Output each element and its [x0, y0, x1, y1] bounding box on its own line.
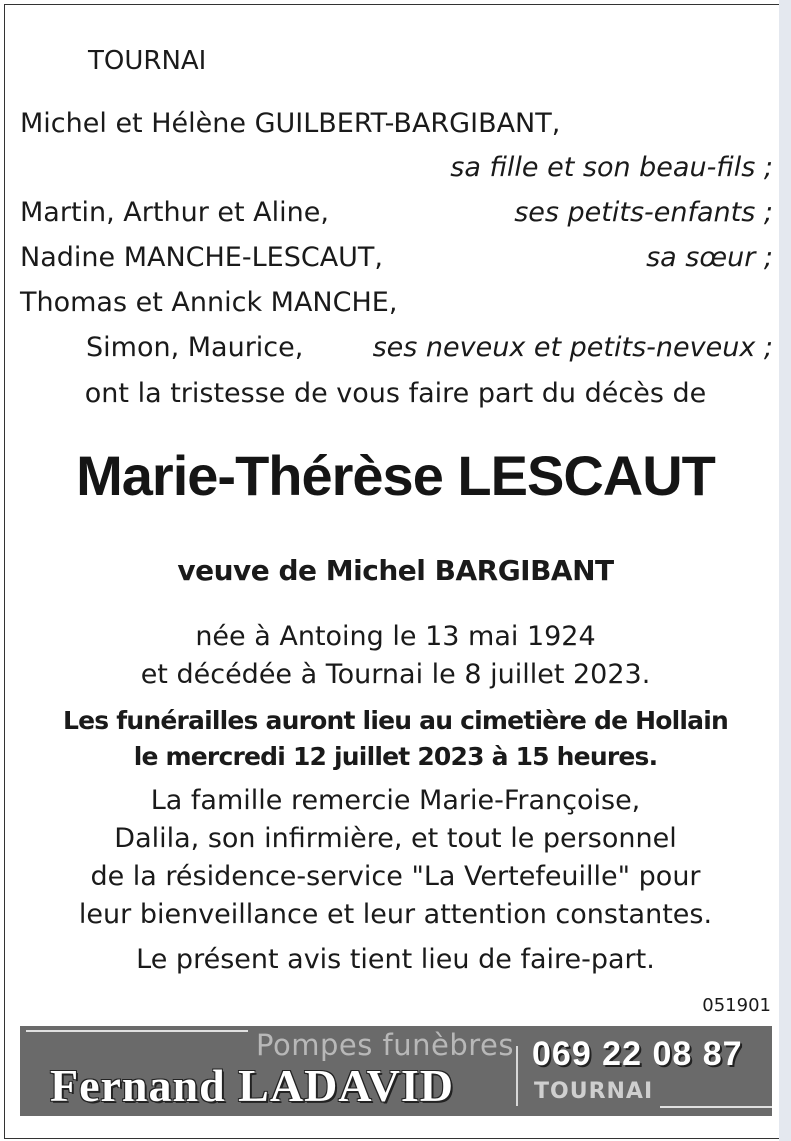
birth-line: née à Antoing le 13 mai 1924: [195, 621, 596, 652]
banner-rule-bottom: [660, 1106, 772, 1108]
family-names-3: Nadine MANCHE-LESCAUT,: [20, 242, 384, 273]
thanks-line-1: La famille remercie Marie-Françoise,: [150, 785, 641, 816]
funeral-home-banner: [20, 1026, 772, 1116]
family-names-2: Martin, Arthur et Aline,: [20, 197, 329, 228]
funeral-home-phone: 069 22 08 87: [532, 1035, 743, 1073]
reference-number: 051901: [702, 995, 771, 1016]
funeral-home-city: TOURNAI: [534, 1079, 654, 1104]
family-relation-1: sa fille et son beau-fils ;: [450, 152, 773, 183]
banner-rule-top: [26, 1030, 248, 1032]
funeral-line-1: Les funérailles auront lieu au cimetière de Hollain: [62, 706, 729, 735]
family-names-1: Michel et Hélène GUILBERT-BARGIBANT,: [20, 108, 561, 139]
family-relation-5: ses neveux et petits-neveux ;: [372, 332, 773, 363]
deceased-name: Marie-Thérèse LESCAUT: [76, 444, 715, 507]
banner-separator: [516, 1046, 518, 1106]
thanks-line-2: Dalila, son infirmière, et tout le personnel: [114, 823, 677, 854]
thanks-line-4: leur bienveillance et leur attention constantes.: [78, 899, 713, 930]
family-relation-2: ses petits-enfants ;: [514, 197, 773, 228]
family-names-4: Thomas et Annick MANCHE,: [20, 287, 398, 318]
funeral-line-2: le mercredi 12 juillet 2023 à 15 heures.: [133, 742, 658, 771]
family-relation-3: sa sœur ;: [646, 242, 773, 273]
widow-of: veuve de Michel BARGIBANT: [177, 554, 614, 587]
closing-line: Le présent avis tient lieu de faire-part.: [136, 944, 655, 975]
header-city: TOURNAI: [88, 46, 207, 76]
death-line: et décédée à Tournai le 8 juillet 2023.: [140, 659, 651, 690]
funeral-home-label: Pompes funèbres: [256, 1028, 514, 1062]
thanks-line-3: de la résidence-service "La Vertefeuille" pour: [90, 861, 701, 892]
family-names-5: Simon, Maurice,: [86, 332, 304, 363]
announcement-text: ont la tristesse de vous faire part du décès de: [84, 378, 707, 409]
funeral-home-name: Fernand LADAVID: [50, 1060, 454, 1111]
